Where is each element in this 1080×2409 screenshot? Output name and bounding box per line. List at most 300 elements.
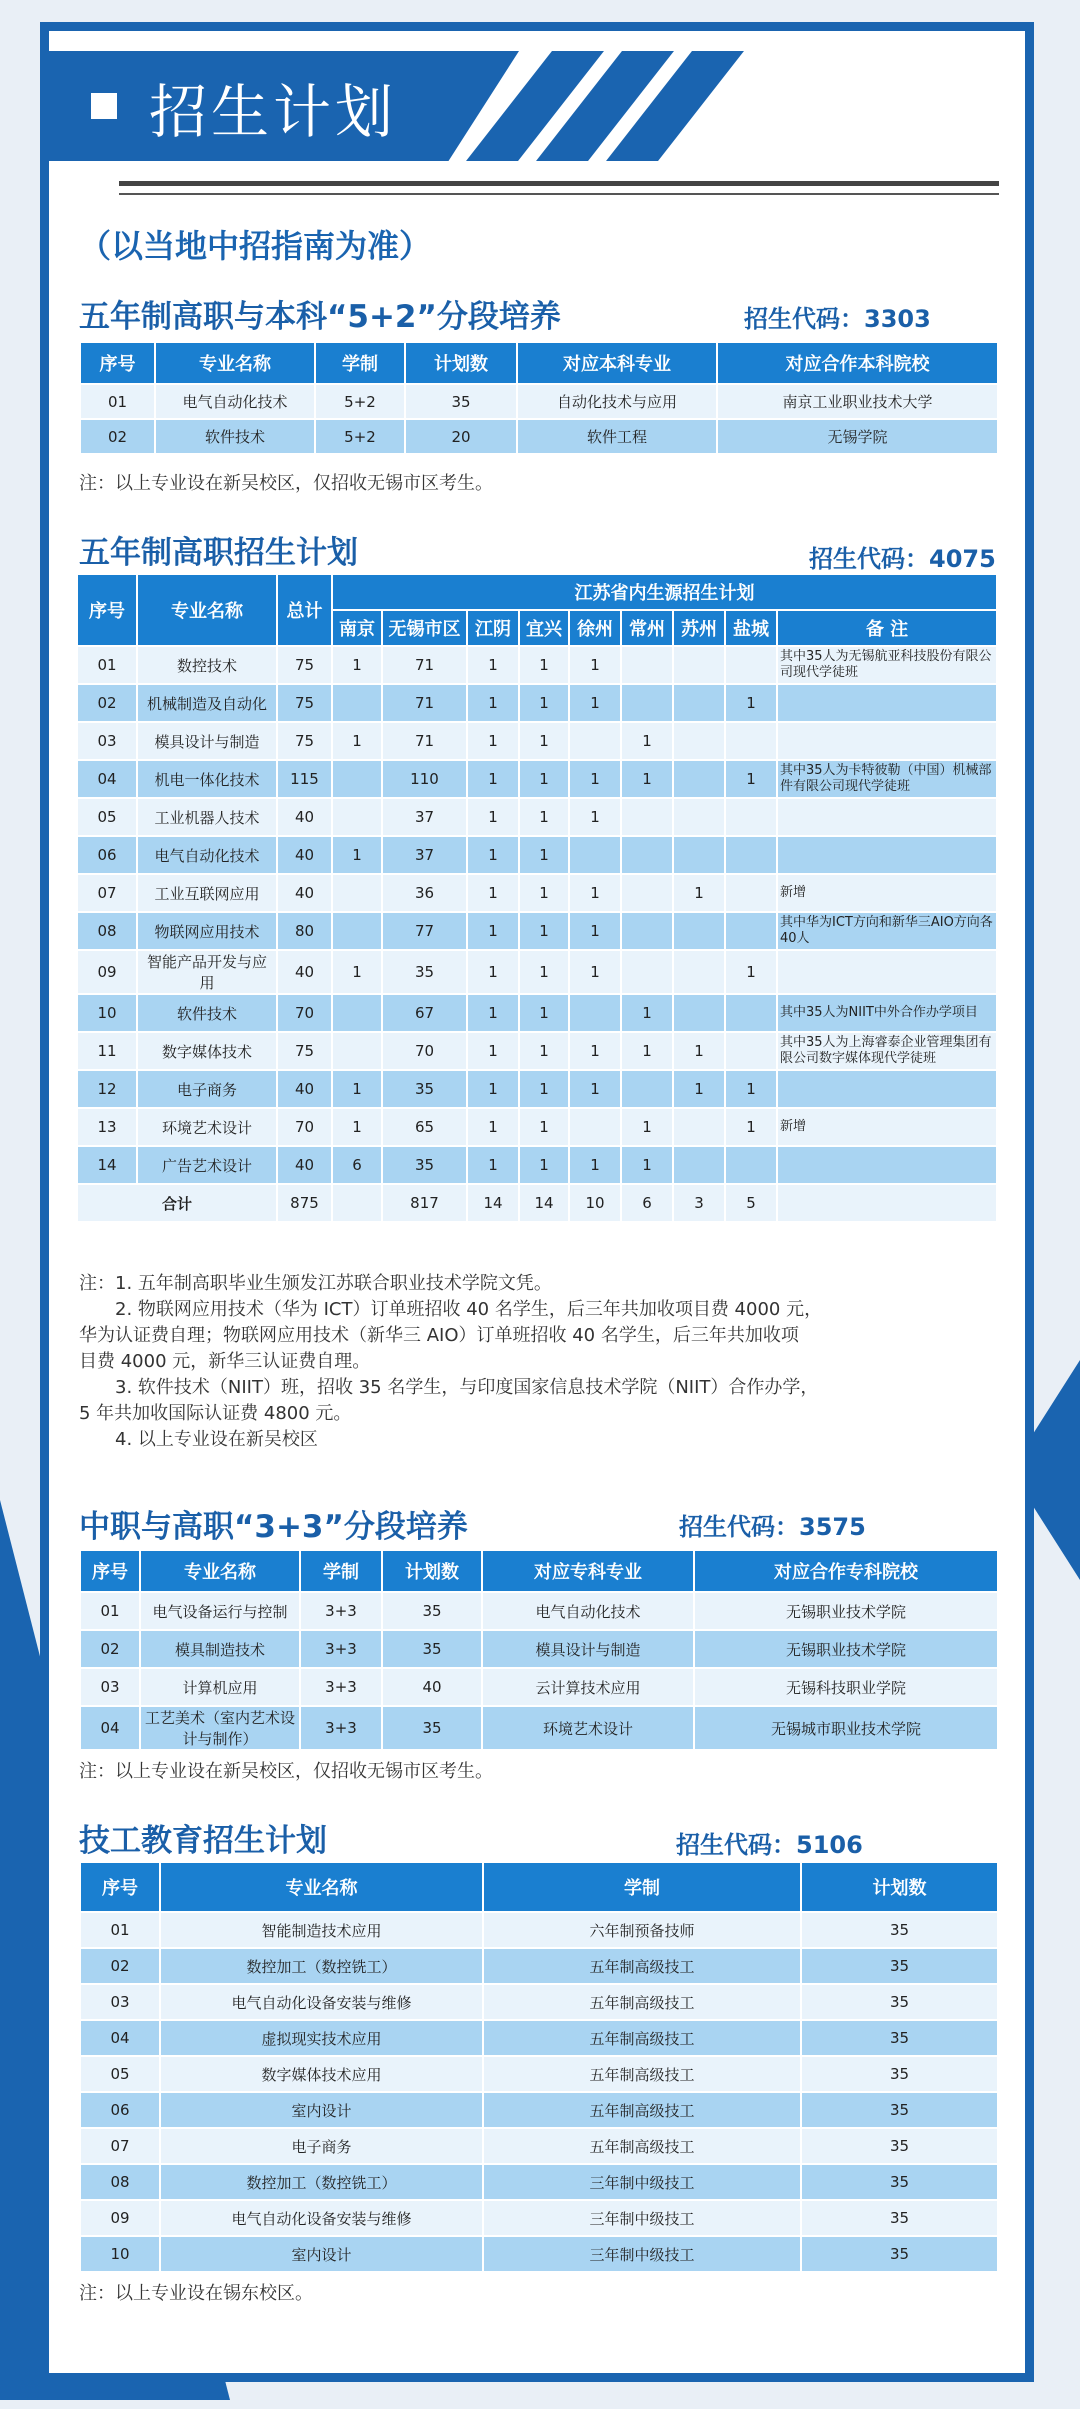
table-cell bbox=[621, 684, 673, 722]
table-cell: 五年制高级技工 bbox=[483, 1948, 801, 1984]
city-header: 盐城 bbox=[725, 610, 777, 646]
table-5plus2 bbox=[79, 341, 999, 455]
table-cell: 数字媒体技术应用 bbox=[160, 2056, 483, 2092]
table-cell bbox=[725, 912, 777, 950]
table-cell: 70 bbox=[277, 1108, 332, 1146]
col-header: 计划数 bbox=[801, 1862, 998, 1912]
city-header: 徐州 bbox=[569, 610, 621, 646]
table-cell bbox=[673, 912, 725, 950]
table-cell: 875 bbox=[277, 1184, 332, 1222]
table-row bbox=[80, 419, 998, 454]
table-3plus3 bbox=[79, 1549, 999, 1751]
table-cell: 20 bbox=[405, 419, 517, 454]
table-cell: 1 bbox=[519, 1032, 569, 1070]
table-cell: 1 bbox=[621, 722, 673, 760]
table-cell: 机械制造及自动化 bbox=[137, 684, 277, 722]
table-cell bbox=[673, 798, 725, 836]
table-cell: 三年制中级技工 bbox=[483, 2200, 801, 2236]
table-cell: 03 bbox=[80, 1668, 140, 1706]
table-row bbox=[77, 722, 997, 760]
table-cell: 08 bbox=[77, 912, 137, 950]
table-cell bbox=[777, 1184, 997, 1222]
table-cell: 35 bbox=[801, 1984, 998, 2020]
table-row bbox=[77, 684, 997, 722]
table-cell: 04 bbox=[80, 2020, 160, 2056]
table-cell: 1 bbox=[332, 950, 382, 994]
table-cell: 1 bbox=[519, 1146, 569, 1184]
guide-note: （以当地中招指南为准） bbox=[79, 227, 432, 265]
table-cell: 817 bbox=[382, 1184, 467, 1222]
city-header: 江阴 bbox=[467, 610, 519, 646]
table-cell: 1 bbox=[519, 798, 569, 836]
table-cell: 71 bbox=[382, 646, 467, 684]
col-header: 计划数 bbox=[405, 342, 517, 384]
table-cell: 1 bbox=[519, 646, 569, 684]
table-cell bbox=[673, 950, 725, 994]
city-header: 南京 bbox=[332, 610, 382, 646]
table-cell: 无锡职业技术学院 bbox=[694, 1630, 998, 1668]
table-cell: 1 bbox=[467, 684, 519, 722]
table-cell: 3+3 bbox=[300, 1706, 382, 1750]
table-cell: 1 bbox=[621, 760, 673, 798]
table-cell: 3+3 bbox=[300, 1630, 382, 1668]
table-cell: 电气自动化设备安装与维修 bbox=[160, 2200, 483, 2236]
table-cell: 10 bbox=[77, 994, 137, 1032]
table-cell: 14 bbox=[467, 1184, 519, 1222]
table-cell: 5+2 bbox=[315, 384, 405, 419]
table-cell: 03 bbox=[77, 722, 137, 760]
table-cell: 软件技术 bbox=[137, 994, 277, 1032]
table-cell: 5 bbox=[725, 1184, 777, 1222]
table-cell: 06 bbox=[80, 2092, 160, 2128]
table-cell: 1 bbox=[569, 950, 621, 994]
table-cell: 电气自动化技术 bbox=[482, 1592, 694, 1630]
table-cell: 1 bbox=[332, 722, 382, 760]
table-cell: 1 bbox=[725, 1108, 777, 1146]
table-cell bbox=[673, 646, 725, 684]
table-cell: 五年制高级技工 bbox=[483, 2056, 801, 2092]
col-header: 专业名称 bbox=[137, 574, 277, 646]
table-cell: 1 bbox=[332, 1108, 382, 1146]
table-cell: 71 bbox=[382, 722, 467, 760]
table-cell: 工业互联网应用 bbox=[137, 874, 277, 912]
table-cell: 数字媒体技术 bbox=[137, 1032, 277, 1070]
table-cell: 10 bbox=[569, 1184, 621, 1222]
table-cell: 1 bbox=[467, 646, 519, 684]
table-row bbox=[80, 1912, 998, 1948]
city-header: 常州 bbox=[621, 610, 673, 646]
col-header: 备 注 bbox=[777, 610, 997, 646]
table-cell bbox=[725, 836, 777, 874]
table-cell: 02 bbox=[77, 684, 137, 722]
table-cell: 1 bbox=[725, 950, 777, 994]
table-cell: 35 bbox=[382, 1592, 482, 1630]
table-cell: 1 bbox=[673, 874, 725, 912]
table-cell bbox=[569, 836, 621, 874]
table-cell: 03 bbox=[80, 1984, 160, 2020]
table-cell: 36 bbox=[382, 874, 467, 912]
table-row bbox=[77, 994, 997, 1032]
table-cell: 40 bbox=[277, 798, 332, 836]
table-cell: 1 bbox=[621, 1108, 673, 1146]
table-cell: 3+3 bbox=[300, 1592, 382, 1630]
table-cell bbox=[725, 874, 777, 912]
page-frame bbox=[40, 22, 1034, 2382]
table-cell: 40 bbox=[382, 1668, 482, 1706]
table-cell: 37 bbox=[382, 798, 467, 836]
table-technical bbox=[79, 1861, 999, 2273]
remark-cell bbox=[777, 684, 997, 722]
table-cell bbox=[621, 836, 673, 874]
table-cell: 80 bbox=[277, 912, 332, 950]
table-cell: 1 bbox=[673, 1070, 725, 1108]
table-row bbox=[80, 2200, 998, 2236]
table-cell bbox=[332, 874, 382, 912]
col-header: 计划数 bbox=[382, 1550, 482, 1592]
table-cell: 65 bbox=[382, 1108, 467, 1146]
table-cell: 04 bbox=[80, 1706, 140, 1750]
table-cell: 35 bbox=[382, 1146, 467, 1184]
table-cell: 模具设计与制造 bbox=[137, 722, 277, 760]
banner-square-icon bbox=[91, 93, 117, 119]
table-cell: 12 bbox=[77, 1070, 137, 1108]
table-cell: 1 bbox=[519, 994, 569, 1032]
table-cell: 无锡科技职业学院 bbox=[694, 1668, 998, 1706]
table-cell: 1 bbox=[725, 684, 777, 722]
remark-cell bbox=[777, 950, 997, 994]
table-cell: 环境艺术设计 bbox=[137, 1108, 277, 1146]
table-cell: 08 bbox=[80, 2164, 160, 2200]
section3-code: 招生代码：3575 bbox=[679, 1513, 866, 1541]
table-row bbox=[80, 1630, 998, 1668]
table-five-year bbox=[76, 573, 998, 1223]
table-cell: 37 bbox=[382, 836, 467, 874]
table-cell: 1 bbox=[569, 1032, 621, 1070]
remark-cell: 其中35人为无锡航亚科技股份有限公司现代学徒班 bbox=[777, 646, 997, 684]
table-cell: 13 bbox=[77, 1108, 137, 1146]
table-cell: 电子商务 bbox=[137, 1070, 277, 1108]
remark-cell bbox=[777, 798, 997, 836]
table-cell: 工业机器人技术 bbox=[137, 798, 277, 836]
table-cell: 1 bbox=[467, 836, 519, 874]
remark-cell: 新增 bbox=[777, 874, 997, 912]
table-cell: 1 bbox=[569, 684, 621, 722]
table-cell: 1 bbox=[467, 798, 519, 836]
section3-title: 中职与高职“3+3”分段培养 bbox=[79, 1509, 468, 1545]
table-cell: 1 bbox=[332, 1070, 382, 1108]
col-header: 专业名称 bbox=[160, 1862, 483, 1912]
table-cell bbox=[621, 912, 673, 950]
table-cell: 35 bbox=[801, 2128, 998, 2164]
note-line: 2. 物联网应用技术（华为 ICT）订单班招收 40 名学生，后三年共加收项目费 4000 元， bbox=[79, 1299, 823, 1320]
table-cell bbox=[673, 836, 725, 874]
table-row bbox=[80, 384, 998, 419]
table-cell: 67 bbox=[382, 994, 467, 1032]
table-cell bbox=[673, 760, 725, 798]
col-header: 对应专科专业 bbox=[482, 1550, 694, 1592]
table-cell: 35 bbox=[382, 1706, 482, 1750]
section4-code: 招生代码：5106 bbox=[676, 1831, 863, 1859]
table-cell: 01 bbox=[80, 384, 155, 419]
table-cell: 3+3 bbox=[300, 1668, 382, 1706]
table-cell: 模具制造技术 bbox=[140, 1630, 300, 1668]
table-row bbox=[80, 2056, 998, 2092]
table-cell: 1 bbox=[519, 874, 569, 912]
table-row bbox=[80, 1668, 998, 1706]
table-cell: 室内设计 bbox=[160, 2236, 483, 2272]
remark-cell bbox=[777, 836, 997, 874]
remark-cell bbox=[777, 722, 997, 760]
table-cell bbox=[725, 1146, 777, 1184]
col-header: 序号 bbox=[80, 1550, 140, 1592]
section2-title: 五年制高职招生计划 bbox=[79, 535, 358, 571]
table-cell: 35 bbox=[801, 2056, 998, 2092]
table-cell: 70 bbox=[382, 1032, 467, 1070]
table-cell: 1 bbox=[621, 994, 673, 1032]
table-cell: 75 bbox=[277, 1032, 332, 1070]
table-cell: 1 bbox=[467, 1032, 519, 1070]
table-cell bbox=[725, 1032, 777, 1070]
table-cell: 1 bbox=[569, 798, 621, 836]
table-cell: 06 bbox=[77, 836, 137, 874]
remark-cell: 其中华为ICT方向和新华三AIO方向各40人 bbox=[777, 912, 997, 950]
table-row bbox=[77, 836, 997, 874]
note-line: 注：1. 五年制高职毕业生颁发江苏联合职业技术学院文凭。 bbox=[79, 1273, 552, 1294]
section1-title: 五年制高职与本科“5+2”分段培养 bbox=[79, 299, 561, 335]
table-cell: 35 bbox=[382, 1630, 482, 1668]
city-header: 宜兴 bbox=[519, 610, 569, 646]
table-cell: 3 bbox=[673, 1184, 725, 1222]
col-header: 序号 bbox=[80, 342, 155, 384]
table-cell bbox=[332, 760, 382, 798]
table-cell: 75 bbox=[277, 722, 332, 760]
table-cell: 1 bbox=[467, 994, 519, 1032]
table-row bbox=[80, 2164, 998, 2200]
table-cell: 自动化技术与应用 bbox=[517, 384, 717, 419]
table-cell: 35 bbox=[801, 2200, 998, 2236]
table-row bbox=[80, 2092, 998, 2128]
table-cell: 07 bbox=[77, 874, 137, 912]
table-cell: 35 bbox=[405, 384, 517, 419]
table-cell: 五年制高级技工 bbox=[483, 2020, 801, 2056]
table-cell: 1 bbox=[519, 912, 569, 950]
col-header: 总计 bbox=[277, 574, 332, 646]
table-cell: 1 bbox=[569, 1146, 621, 1184]
table-cell: 1 bbox=[467, 912, 519, 950]
table-cell: 40 bbox=[277, 1070, 332, 1108]
table-cell: 电子商务 bbox=[160, 2128, 483, 2164]
col-header: 序号 bbox=[77, 574, 137, 646]
table-cell bbox=[673, 684, 725, 722]
table-cell: 软件工程 bbox=[517, 419, 717, 454]
table-cell: 1 bbox=[467, 760, 519, 798]
table-cell: 无锡学院 bbox=[717, 419, 998, 454]
table-cell: 6 bbox=[621, 1184, 673, 1222]
table-cell: 五年制高级技工 bbox=[483, 2092, 801, 2128]
table-cell: 01 bbox=[80, 1912, 160, 1948]
table-cell: 115 bbox=[277, 760, 332, 798]
table-cell: 01 bbox=[80, 1592, 140, 1630]
table-cell: 5+2 bbox=[315, 419, 405, 454]
table-row bbox=[77, 798, 997, 836]
table-row bbox=[77, 1108, 997, 1146]
table-cell: 智能产品开发与应用 bbox=[137, 950, 277, 994]
table-row bbox=[80, 2236, 998, 2272]
note-line: 4. 以上专业设在新吴校区 bbox=[79, 1429, 318, 1450]
page-title: 招生计划 bbox=[149, 78, 398, 146]
table-cell: 6 bbox=[332, 1146, 382, 1184]
table-cell bbox=[725, 646, 777, 684]
section2-notes bbox=[79, 1271, 822, 1453]
col-group-header: 江苏省内生源招生计划 bbox=[332, 574, 997, 610]
total-label: 合计 bbox=[77, 1184, 277, 1222]
table-cell bbox=[673, 994, 725, 1032]
table-cell bbox=[621, 798, 673, 836]
table-cell bbox=[332, 912, 382, 950]
table-cell bbox=[569, 1108, 621, 1146]
table-cell: 1 bbox=[673, 1032, 725, 1070]
table-cell bbox=[725, 722, 777, 760]
note-line: 5 年共加收国际认证费 4800 元。 bbox=[79, 1403, 352, 1424]
table-cell: 75 bbox=[277, 646, 332, 684]
city-header: 无锡市区 bbox=[382, 610, 467, 646]
col-header: 对应合作本科院校 bbox=[717, 342, 998, 384]
table-cell: 六年制预备技师 bbox=[483, 1912, 801, 1948]
table-cell: 110 bbox=[382, 760, 467, 798]
table-cell: 77 bbox=[382, 912, 467, 950]
table-row bbox=[80, 1984, 998, 2020]
table-row bbox=[80, 1948, 998, 1984]
table-cell: 电气自动化设备安装与维修 bbox=[160, 1984, 483, 2020]
table-cell: 物联网应用技术 bbox=[137, 912, 277, 950]
remark-cell: 其中35人为NIIT中外合作办学项目 bbox=[777, 994, 997, 1032]
table-cell: 数控加工（数控铣工） bbox=[160, 1948, 483, 1984]
table-cell: 三年制中级技工 bbox=[483, 2164, 801, 2200]
col-header: 专业名称 bbox=[140, 1550, 300, 1592]
col-header: 对应本科专业 bbox=[517, 342, 717, 384]
table-cell: 1 bbox=[621, 1146, 673, 1184]
table-cell bbox=[673, 1108, 725, 1146]
table-cell: 35 bbox=[382, 950, 467, 994]
table-cell: 1 bbox=[332, 836, 382, 874]
table-cell bbox=[673, 1146, 725, 1184]
section3-note: 注：以上专业设在新吴校区，仅招收无锡市区考生。 bbox=[79, 1761, 493, 1782]
table-cell: 05 bbox=[80, 2056, 160, 2092]
table-cell: 71 bbox=[382, 684, 467, 722]
table-cell bbox=[332, 684, 382, 722]
table-cell bbox=[332, 1184, 382, 1222]
table-cell: 室内设计 bbox=[160, 2092, 483, 2128]
table-cell: 70 bbox=[277, 994, 332, 1032]
table-cell: 40 bbox=[277, 836, 332, 874]
table-cell: 1 bbox=[569, 874, 621, 912]
table-cell: 南京工业职业技术大学 bbox=[717, 384, 998, 419]
table-cell bbox=[569, 722, 621, 760]
table-cell: 电气自动化技术 bbox=[137, 836, 277, 874]
table-cell: 环境艺术设计 bbox=[482, 1706, 694, 1750]
table-cell: 电气自动化技术 bbox=[155, 384, 315, 419]
col-header: 学制 bbox=[483, 1862, 801, 1912]
section4-title: 技工教育招生计划 bbox=[79, 1823, 327, 1859]
city-header: 苏州 bbox=[673, 610, 725, 646]
table-row bbox=[77, 912, 997, 950]
section1-code: 招生代码：3303 bbox=[744, 305, 931, 333]
table-cell: 无锡职业技术学院 bbox=[694, 1592, 998, 1630]
table-cell: 1 bbox=[332, 646, 382, 684]
table-row bbox=[80, 1706, 998, 1750]
table-row bbox=[77, 950, 997, 994]
table-cell: 35 bbox=[801, 1948, 998, 1984]
table-cell bbox=[621, 646, 673, 684]
table-cell: 1 bbox=[519, 950, 569, 994]
table-cell: 75 bbox=[277, 684, 332, 722]
note-line: 3. 软件技术（NIIT）班，招收 35 名学生，与印度国家信息技术学院（NIIT）合作办学， bbox=[79, 1377, 819, 1398]
table-cell: 1 bbox=[467, 874, 519, 912]
table-cell: 1 bbox=[519, 1108, 569, 1146]
total-row bbox=[77, 1184, 997, 1222]
table-cell: 40 bbox=[277, 1146, 332, 1184]
section4-note: 注：以上专业设在锡东校区。 bbox=[79, 2283, 313, 2304]
remark-cell: 其中35人为卡特彼勒（中国）机械部件有限公司现代学徒班 bbox=[777, 760, 997, 798]
table-row bbox=[80, 2020, 998, 2056]
table-cell: 机电一体化技术 bbox=[137, 760, 277, 798]
table-cell: 02 bbox=[80, 1948, 160, 1984]
remark-cell bbox=[777, 1070, 997, 1108]
table-cell: 虚拟现实技术应用 bbox=[160, 2020, 483, 2056]
table-cell bbox=[621, 950, 673, 994]
table-cell: 数控技术 bbox=[137, 646, 277, 684]
table-cell: 工艺美术（室内艺术设计与制作） bbox=[140, 1706, 300, 1750]
table-cell: 1 bbox=[569, 912, 621, 950]
table-cell: 1 bbox=[519, 760, 569, 798]
table-cell: 云计算技术应用 bbox=[482, 1668, 694, 1706]
note-line: 目费 4000 元，新华三认证费自理。 bbox=[79, 1351, 371, 1372]
divider bbox=[119, 193, 999, 195]
col-header: 学制 bbox=[300, 1550, 382, 1592]
table-cell: 02 bbox=[80, 1630, 140, 1668]
table-cell: 数控加工（数控铣工） bbox=[160, 2164, 483, 2200]
table-cell: 1 bbox=[725, 1070, 777, 1108]
table-cell: 35 bbox=[801, 2164, 998, 2200]
table-cell: 02 bbox=[80, 419, 155, 454]
divider bbox=[119, 181, 999, 186]
table-cell: 1 bbox=[519, 684, 569, 722]
table-cell: 35 bbox=[801, 2092, 998, 2128]
col-header: 对应合作专科院校 bbox=[694, 1550, 998, 1592]
table-cell: 07 bbox=[80, 2128, 160, 2164]
remark-cell: 新增 bbox=[777, 1108, 997, 1146]
remark-cell bbox=[777, 1146, 997, 1184]
table-cell: 五年制高级技工 bbox=[483, 1984, 801, 2020]
table-cell: 广告艺术设计 bbox=[137, 1146, 277, 1184]
table-row bbox=[77, 1146, 997, 1184]
table-cell: 1 bbox=[467, 1146, 519, 1184]
section1-note: 注：以上专业设在新吴校区，仅招收无锡市区考生。 bbox=[79, 473, 493, 494]
col-header: 专业名称 bbox=[155, 342, 315, 384]
table-row bbox=[77, 760, 997, 798]
table-cell bbox=[332, 994, 382, 1032]
table-cell: 1 bbox=[569, 646, 621, 684]
table-cell: 电气设备运行与控制 bbox=[140, 1592, 300, 1630]
table-cell: 1 bbox=[519, 1070, 569, 1108]
col-header: 学制 bbox=[315, 342, 405, 384]
table-cell: 三年制中级技工 bbox=[483, 2236, 801, 2272]
table-cell: 1 bbox=[467, 722, 519, 760]
remark-cell: 其中35人为上海睿泰企业管理集团有限公司数字媒体现代学徒班 bbox=[777, 1032, 997, 1070]
table-cell: 1 bbox=[569, 1070, 621, 1108]
table-cell: 35 bbox=[801, 1912, 998, 1948]
col-header: 序号 bbox=[80, 1862, 160, 1912]
